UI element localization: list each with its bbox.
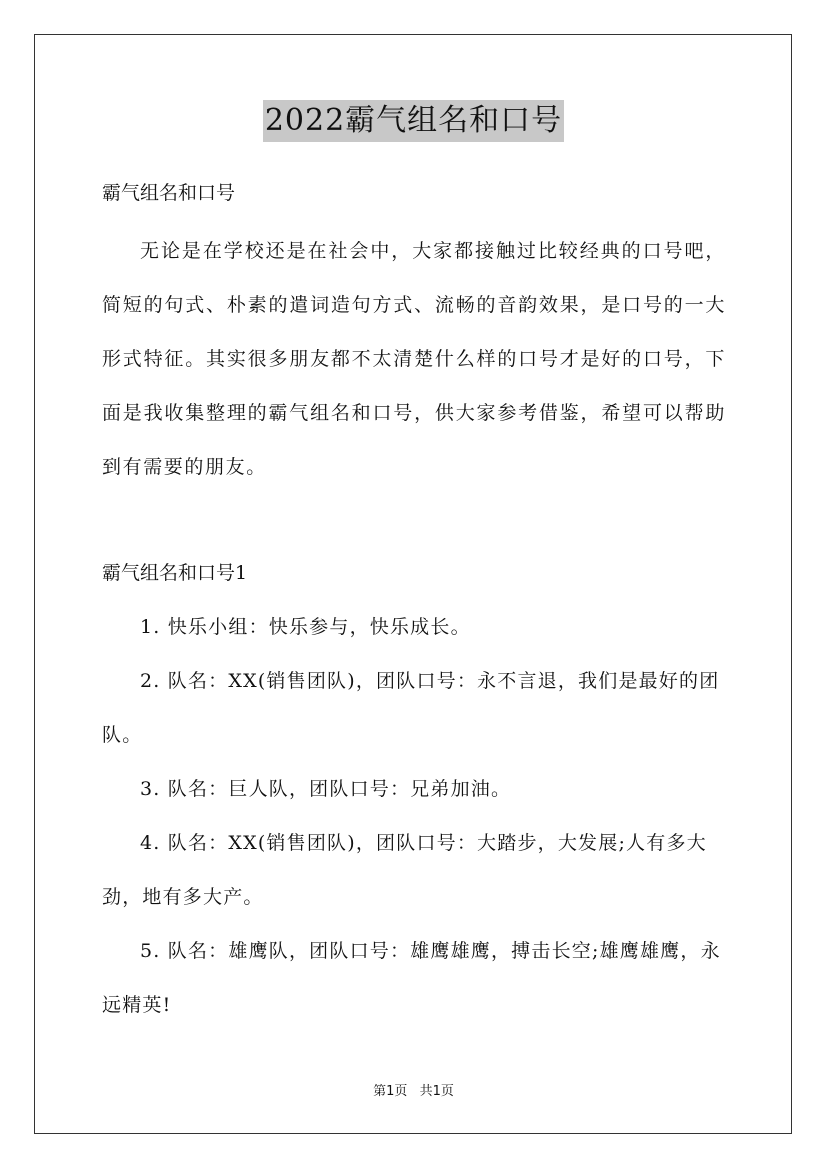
page-number-current: 第1页: [373, 1084, 408, 1099]
document-subtitle: 霸气组名和口号: [102, 182, 236, 204]
list-item: 5. 队名：雄鹰队，团队口号：雄鹰雄鹰，搏击长空;雄鹰雄鹰，永远精英!: [102, 940, 721, 1016]
title-container: [0, 100, 827, 142]
list-item: 1. 快乐小组：快乐参与，快乐成长。: [140, 616, 471, 638]
list-item: 2. 队名：XX(销售团队)，团队口号：永不言退，我们是最好的团队。: [102, 670, 720, 746]
list-item: 4. 队名：XX(销售团队)，团队口号：大踏步，大发展;人有多大劲，地有多大产。: [102, 832, 707, 908]
page-footer: [0, 1083, 827, 1101]
document-title: 2022霸气组名和口号: [263, 100, 564, 142]
intro-paragraph: 无论是在学校还是在社会中，大家都接触过比较经典的口号吧，简短的句式、朴素的遣词造句方式、流畅的音韵效果，是口号的一大形式特征。其实很多朋友都不太清楚什么样的口号才是好的口号，下面是我收集整理的霸气组名和口号，供大家参考借鉴，希望可以帮助到有需要的朋友。: [102, 240, 726, 478]
list-item: 3. 队名：巨人队，团队口号：兄弟加油。: [140, 778, 512, 800]
page-number-total: 共1页: [419, 1084, 454, 1099]
section-heading: 霸气组名和口号1: [102, 562, 248, 584]
